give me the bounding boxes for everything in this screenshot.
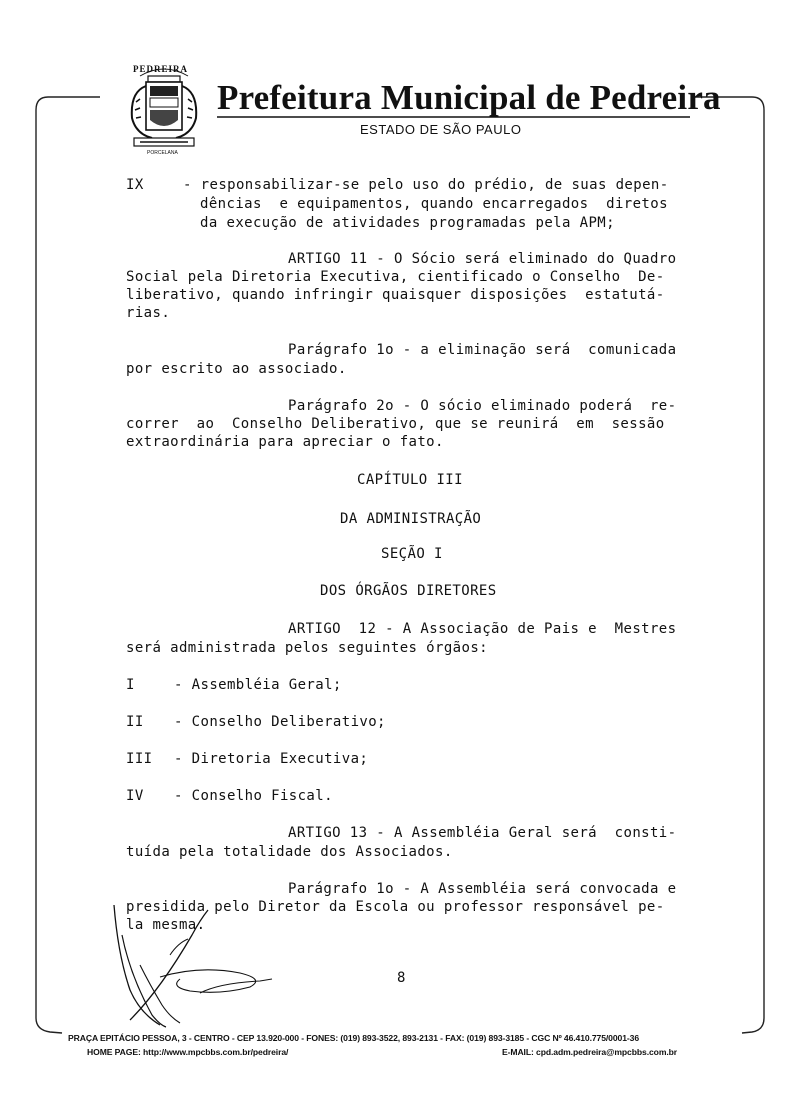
- article-11-line-2: Social pela Diretoria Executiva, cientificado o Conselho De-: [126, 269, 665, 285]
- article-13-line-1: ARTIGO 13 - A Assembléia Geral será consti-: [288, 825, 677, 841]
- page-subtitle: ESTADO DE SÃO PAULO: [360, 122, 522, 137]
- article-11-line-1: ARTIGO 11 - O Sócio será eliminado do Quadro: [288, 251, 677, 267]
- footer-email: E-MAIL: cpd.adm.pedreira@mpcbbs.com.br: [502, 1047, 678, 1057]
- paragraph-2-line-2: correr ao Conselho Deliberativo, que se reunirá em sessão: [126, 416, 665, 432]
- administration-heading: DA ADMINISTRAÇÃO: [340, 511, 482, 527]
- paragraph-1-line-1: Parágrafo 1o - a eliminação será comunicada: [288, 342, 677, 358]
- item-ix-line-1: - responsabilizar-se pelo uso do prédio, de suas depen-: [183, 177, 669, 193]
- organs-heading: DOS ÓRGÃOS DIRETORES: [320, 583, 497, 599]
- footer-homepage: HOME PAGE: http://www.mpcbbs.com.br/pedreira/: [87, 1047, 289, 1057]
- paragraph-3-line-3: la mesma.: [126, 917, 206, 933]
- article-11-line-3: liberativo, quando infringir quaisquer disposições estatutá-: [126, 287, 665, 303]
- paragraph-2-line-3: extraordinária para apreciar o fato.: [126, 434, 444, 450]
- municipal-crest: [118, 62, 210, 162]
- paragraph-1-line-2: por escrito ao associado.: [126, 361, 347, 377]
- article-11-line-4: rias.: [126, 305, 171, 321]
- list-item-3-text: - Diretoria Executiva;: [174, 751, 369, 767]
- paragraph-2-line-1: Parágrafo 2o - O sócio eliminado poderá re-: [288, 398, 677, 414]
- item-ix-line-2: dências e equipamentos, quando encarregados diretos: [200, 196, 668, 212]
- paragraph-3-line-1: Parágrafo 1o - A Assembléia será convocada e: [288, 881, 677, 897]
- crest-bottom-text: PORCELANA: [147, 150, 178, 156]
- list-item-2-text: - Conselho Deliberativo;: [174, 714, 386, 730]
- article-13-line-2: tuída pela totalidade dos Associados.: [126, 844, 453, 860]
- list-item-1-text: - Assembléia Geral;: [174, 677, 342, 693]
- page-number: 8: [397, 970, 406, 986]
- list-item-3-number: III: [126, 751, 153, 767]
- page-title: Prefeitura Municipal de Pedreira: [217, 78, 721, 117]
- paragraph-3-line-2: presidida pelo Diretor da Escola ou professor responsável pe-: [126, 899, 665, 915]
- article-12-line-1: ARTIGO 12 - A Associação de Pais e Mestres: [288, 621, 677, 637]
- article-12-line-2: será administrada pelos seguintes órgãos:: [126, 640, 488, 656]
- crest-top-text: PEDREIRA: [133, 64, 189, 74]
- section-heading: SEÇÃO I: [381, 546, 443, 562]
- chapter-heading: CAPÍTULO III: [357, 472, 463, 488]
- list-item-2-number: II: [126, 714, 144, 730]
- item-ix-line-3: da execução de atividades programadas pela APM;: [200, 215, 615, 231]
- item-ix-number: IX: [126, 177, 144, 193]
- footer-address-line: PRAÇA EPITÁCIO PESSOA, 3 - CENTRO - CEP 13.920-000 - FONES: (019) 893-3522, 893-2131 - FAX: (019) 893-3185 - CGC Nº 46.410.775/0001-36: [68, 1033, 640, 1043]
- list-item-4-number: IV: [126, 788, 144, 804]
- list-item-1-number: I: [126, 677, 135, 693]
- handwritten-signature: [100, 895, 290, 1030]
- list-item-4-text: - Conselho Fiscal.: [174, 788, 333, 804]
